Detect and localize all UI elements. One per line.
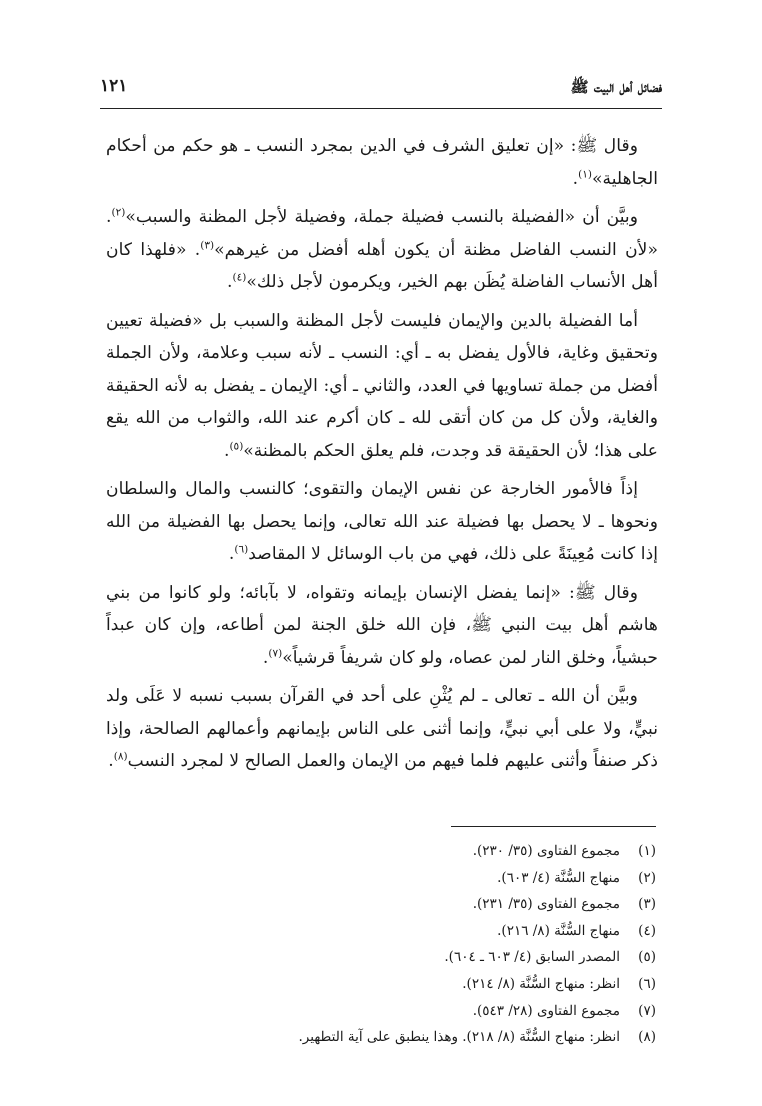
page-header — [100, 74, 662, 109]
page-number: ١٢١ — [100, 76, 128, 96]
footnote-divider — [451, 826, 656, 827]
paragraph — [106, 473, 658, 571]
footnote-number: (٥) — [638, 949, 656, 966]
footnote-text: منهاج السُّنَّة (٨/ ٢١٦). — [497, 922, 620, 939]
footnote-ref[interactable]: (٨) — [113, 750, 128, 763]
footnote-text: منهاج السُّنَّة (٤/ ٦٠٣). — [497, 869, 620, 886]
footnote-ref[interactable]: (٣) — [200, 238, 215, 251]
footnote-text: مجموع الفتاوى (٢٨/ ٥٤٣). — [472, 1002, 620, 1019]
footnote-item — [106, 944, 656, 971]
paragraph-text: وبيَّن أن الله ـ تعالى ـ لم يُثْنِ على أحد في القرآن بسبب نسبه لا عَلَى ولد نبيٍّ، ولا على أبي نبيٍّ، وإنما أثنى على الناس بإيمانهم وأعمالهم الصالحة، وإذا ذكر صنفاً وأثنى عليهم فلما فيهم من الإيمان والعمل الصالح لا لمجرد النسب — [106, 686, 658, 771]
paragraph — [106, 130, 658, 195]
footnote-item — [106, 971, 656, 998]
paragraph-text: وقال ﷺ: «إن تعليق الشرف في الدين بمجرد النسب ـ هو حكم من أحكام الجاهلية» — [106, 136, 658, 189]
body-text — [106, 130, 658, 784]
paragraph-text: . — [262, 647, 269, 668]
footnote-ref[interactable]: (٢) — [111, 206, 126, 219]
paragraph — [106, 680, 658, 778]
footnote-item — [106, 838, 656, 865]
paragraph-text: . «لأن النسب الفاضل مظنة أن يكون أهله أفضل من غيرهم» — [106, 207, 659, 260]
footnote-number: (٣) — [638, 896, 656, 913]
paragraph-text: . — [228, 544, 235, 564]
footnote-ref[interactable]: (٧) — [268, 646, 283, 659]
paragraph-text: . — [108, 751, 114, 771]
footnote-number: (٧) — [638, 1002, 656, 1019]
paragraph — [106, 305, 658, 468]
paragraph-text: . — [572, 168, 579, 189]
footnote-number: (٨) — [638, 1029, 656, 1046]
paragraph-text: وبيَّن أن «الفضيلة بالنسب فضيلة جملة، وفضيلة لأجل المظنة والسبب» — [125, 207, 638, 227]
footnote-item — [106, 918, 656, 945]
footnote-number: (٦) — [638, 975, 656, 992]
footnote-number: (٤) — [638, 922, 656, 939]
footnote-ref[interactable]: (١) — [578, 167, 592, 180]
paragraph-text: . — [227, 272, 233, 292]
footnote-item — [106, 1024, 656, 1051]
running-title: فضائل أهل البيت ﷺ — [570, 78, 662, 96]
paragraph-text: . — [223, 440, 230, 461]
paragraph — [106, 201, 658, 299]
footnote-ref[interactable]: (٤) — [232, 271, 247, 284]
footnote-item — [106, 865, 656, 892]
footnote-text: مجموع الفتاوى (٣٥/ ٢٣٠). — [472, 843, 620, 859]
paragraph-text: أما الفضيلة بالدين والإيمان فليست لأجل المظنة والسبب بل «فضيلة تعيين وتحقيق وغاية، فالأول يفضل به ـ أي: النسب ـ لأنه سبب وعلامة، ولأن الجملة أفضل من جملة تساويها في العدد، والثاني ـ أي: الإيمان ـ يفضل به لأنه الحقيقة والغاية، ولأن كل من كان أتقى لله ـ كان أكرم عند الله، والثواب من الله يقع على هذا؛ لأن الحقيقة قد وجدت، فلم يعلق الحكم بالمظنة» — [106, 310, 658, 461]
paragraph-text: . «فلهذا كان أهل الأنساب الفاضلة يُظَن بهم الخير، ويكرمون لأجل ذلك» — [106, 239, 658, 292]
footnote-text: المصدر السابق (٤/ ٦٠٣ ـ ٦٠٤). — [444, 949, 620, 966]
footnote-text: انظر: منهاج السُّنَّة (٨/ ٢١٤). — [462, 975, 620, 992]
footnote-ref[interactable]: (٦) — [234, 543, 249, 556]
footnote-text: مجموع الفتاوى (٣٥/ ٢٣١). — [472, 896, 620, 913]
paragraph-text: إذاً فالأمور الخارجة عن نفس الإيمان والتقوى؛ كالنسب والمال والسلطان ونحوها ـ لا يحصل بها فضيلة عند الله تعالى، وإنما يحصل بها الفضيلة من الله إذا كانت مُعِينَةً على ذلك، فهي من باب الوسائل لا المقاصد — [106, 479, 658, 564]
footnote-text: انظر: منهاج السُّنَّة (٨/ ٢١٨). وهذا ينطبق على آية التطهير. — [298, 1029, 620, 1046]
footnote-ref[interactable]: (٥) — [229, 439, 244, 452]
footnote-item — [106, 891, 656, 918]
footnote-item — [106, 998, 656, 1025]
footnotes-list — [106, 838, 656, 1051]
footnote-number: (٢) — [638, 869, 656, 886]
paragraph-text: وقال ﷺ: «إنما يفضل الإنسان بإيمانه وتقواه، لا بآبائه؛ ولو كانوا من بني هاشم أهل بيت النبي ﷺ، فإن الله خلق الجنة لمن أطاعه، وإن كان عبداً حبشياً، وخلق النار لمن عصاه، ولو كان شريفاً قرشياً» — [106, 582, 658, 668]
footnote-number: (١) — [638, 843, 656, 859]
paragraph — [106, 577, 658, 675]
